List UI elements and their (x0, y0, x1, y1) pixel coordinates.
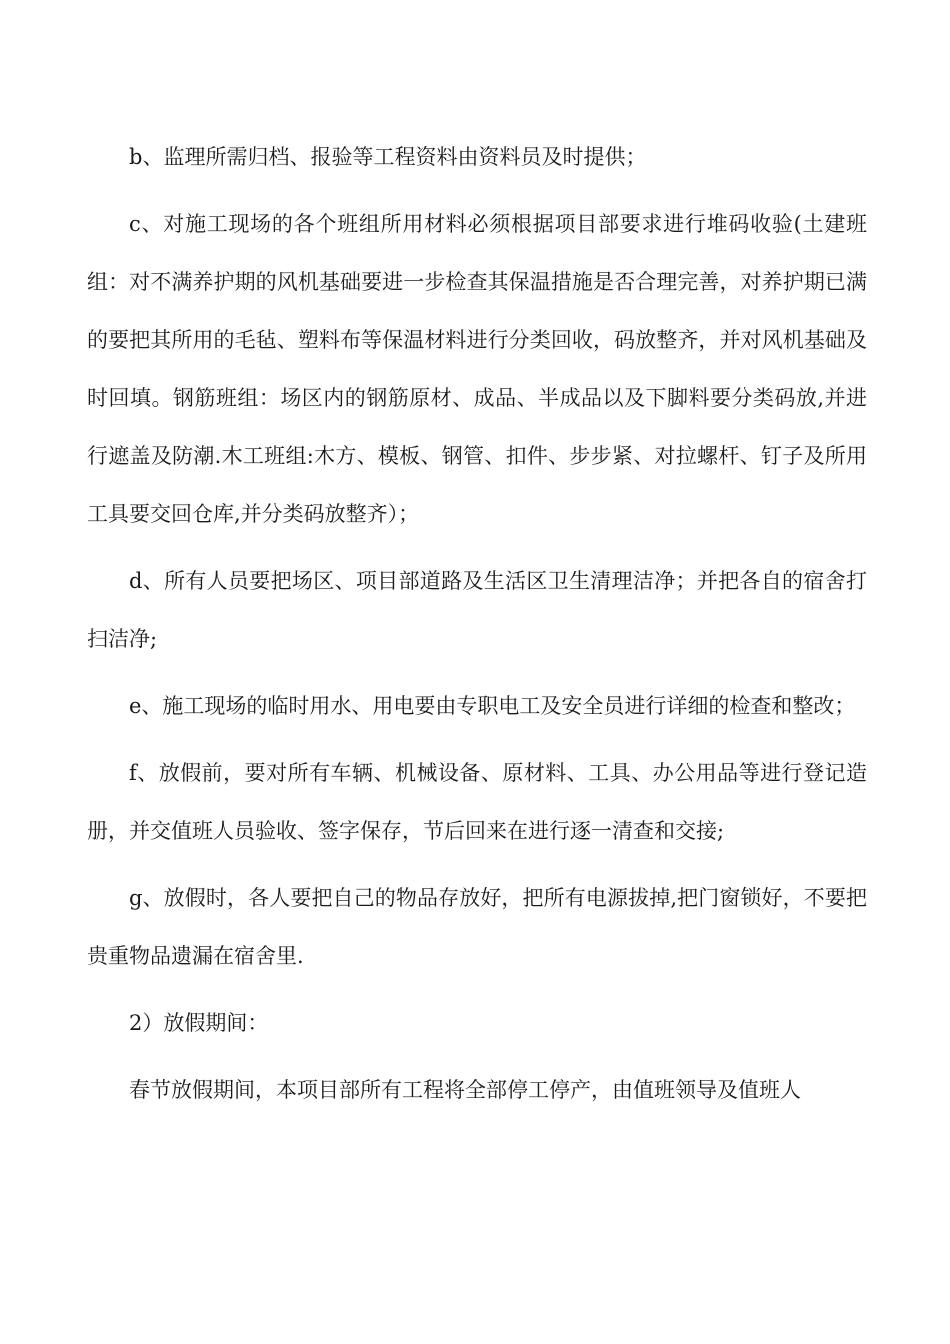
paragraph-g: g、放假时，各人要把自己的物品存放好，把所有电源拔掉,把门窗锁好，不要把贵重物品遗漏在宿舍里. (87, 886, 867, 968)
paragraph-holiday-period: 春节放假期间，本项目部所有工程将全部停工停产，由值班领导及值班人 (129, 1078, 801, 1102)
paragraph-d: d、所有人员要把场区、项目部道路及生活区卫生清理洁净；并把各自的宿舍打扫洁净; (87, 569, 867, 651)
paragraph-f: f、放假前，要对所有车辆、机械设备、原材料、工具、办公用品等进行登记造册，并交值班人员验收、签字保存，节后回来在进行逐一清查和交接; (87, 761, 867, 843)
paragraph-b: b、监理所需归档、报验等工程资料由资料员及时提供； (129, 145, 647, 169)
section-heading-holiday-period: 2）放假期间： (129, 1011, 269, 1035)
document-page (87, 128, 867, 1128)
paragraph-c: c、对施工现场的各个班组所用材料必须根据项目部要求进行堆码收验(土建班组：对不满养护期的风机基础要进一步检查其保温措施是否合理完善，对养护期已满的要把其所用的毛毡、塑料布等保温材料进行分类回收，码放整齐，并对风机基础及时回填。钢筋班组：场区内的钢筋原材、成品、半成品以及下脚料要分类码放,并进行遮盖及防潮.木工班组:木方、模板、钢管、扣件、步步紧、对拉螺杆、钉子及所用工具要交回仓库,并分类码放整齐）； (87, 212, 867, 526)
paragraph-e: e、施工现场的临时用水、用电要由专职电工及安全员进行详细的检查和整改； (129, 694, 856, 718)
